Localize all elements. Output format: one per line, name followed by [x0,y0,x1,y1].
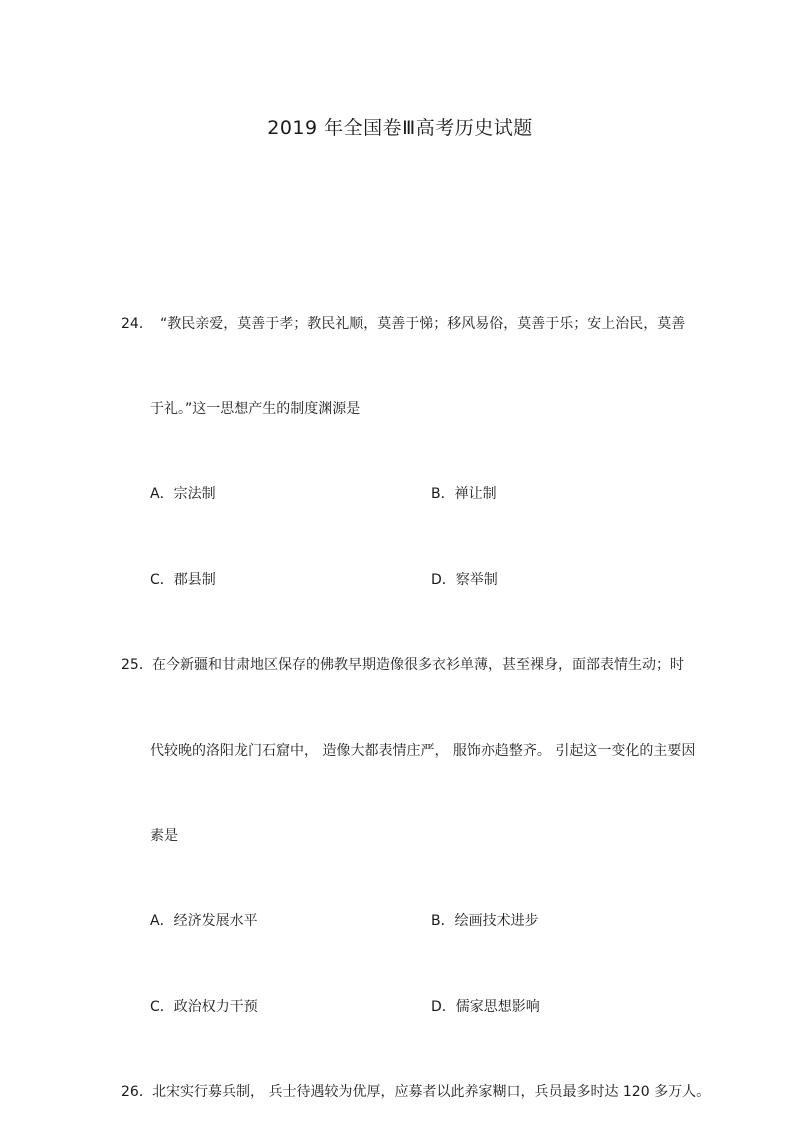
option-c: C．政治权力干预 [150,999,258,1015]
option-d: D．察举制 [431,572,498,588]
option-d: D．儒家思想影响 [431,999,540,1015]
option-b: B．绘画技术进步 [431,913,539,929]
option-a: A．经济发展水平 [150,913,258,929]
question-number: 25． [121,657,153,673]
question-text-line: 于礼。”这一思想产生的制度渊源是 [150,401,361,417]
question-text-line: 素是 [150,828,178,844]
question-text-line: 在今新疆和甘肃地区保存的佛教早期造像很多衣衫单薄，甚至裸身，面部表情生动；时 [152,657,684,673]
option-b: B．禅让制 [431,486,497,502]
page-title: 2019 年全国卷Ⅲ高考历史试题 [267,117,533,139]
option-c: C．郡县制 [150,572,216,588]
question-text-line: “教民亲爱，莫善于孝；教民礼顺，莫善于悌；移风易俗，莫善于乐；安上治民，莫善 [160,316,686,332]
question-text-line: 代较晚的洛阳龙门石窟中， 造像大都表情庄严， 服饰亦趋整齐。 引起这一变化的主要因 [150,743,696,759]
question-number: 24． [121,316,153,332]
question-text-line: 北宋实行募兵制， 兵士待遇较为优厚，应募者以此养家糊口，兵员最多时达 120 多万人。 [152,1084,711,1100]
question-number: 26． [121,1084,153,1100]
option-a: A．宗法制 [150,486,216,502]
